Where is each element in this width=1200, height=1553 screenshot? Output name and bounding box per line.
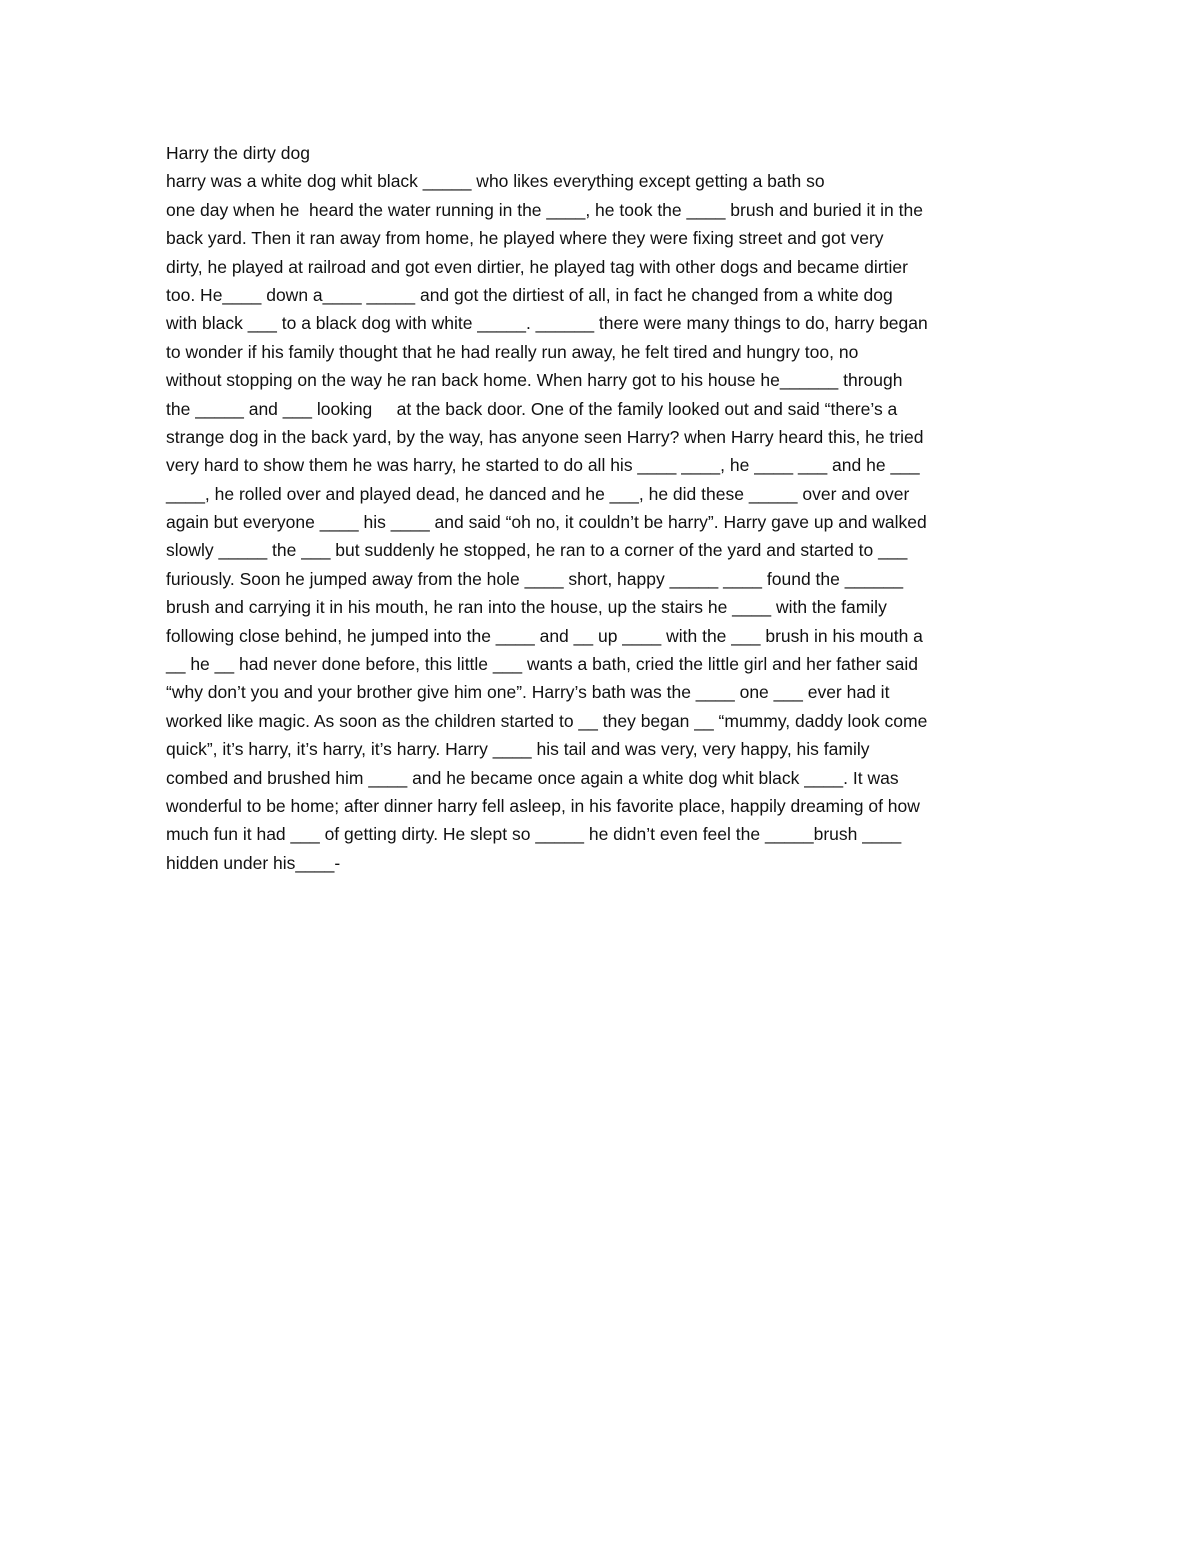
text-line: ____, he rolled over and played dead, he danced and he ___, he did these _____ over and over	[166, 483, 910, 504]
text-line: dirty, he played at railroad and got even dirtier, he played tag with other dogs and became dirtier	[166, 256, 908, 277]
text-line: very hard to show them he was harry, he started to do all his ____ ____, he ____ ___ and he ___	[166, 455, 920, 476]
text-line: harry was a white dog whit black _____ who likes everything except getting a bath so	[166, 171, 825, 192]
text-line: combed and brushed him ____ and he became once again a white dog whit black ____. It was	[166, 767, 899, 788]
text-line: __ he __ had never done before, this little ___ wants a bath, cried the little girl and her father said	[166, 654, 919, 675]
document-title: Harry the dirty dog	[166, 143, 310, 163]
text-line: again but everyone ____ his ____ and said “oh no, it couldn’t be harry”. Harry gave up and walked	[166, 512, 927, 533]
text-line: back yard. Then it ran away from home, he played where they were fixing street and got very	[166, 228, 884, 249]
text-line: following close behind, he jumped into the ____ and __ up ____ with the ___ brush in his mouth a	[166, 625, 923, 646]
text-line: brush and carrying it in his mouth, he ran into the house, up the stairs he ____ with the family	[166, 597, 887, 618]
text-line: “why don’t you and your brother give him one”. Harry’s bath was the ____ one ___ ever had it	[166, 682, 890, 703]
text-line: furiously. Soon he jumped away from the hole ____ short, happy _____ ____ found the ______	[166, 568, 904, 589]
text-line: with black ___ to a black dog with white _____. ______ there were many things to do, harry began	[166, 313, 928, 334]
text-line: to wonder if his family thought that he had really run away, he felt tired and hungry too, no	[166, 341, 859, 362]
text-line: too. He____ down a____ _____ and got the dirtiest of all, in fact he changed from a white dog	[166, 284, 893, 305]
text-line: much fun it had ___ of getting dirty. He slept so _____ he didn’t even feel the _____brush ____	[166, 824, 902, 845]
text-line: hidden under his____-	[166, 852, 341, 873]
text-line: without stopping on the way he ran back home. When harry got to his house he______ through	[166, 370, 903, 391]
text-line: strange dog in the back yard, by the way, has anyone seen Harry? when Harry heard this, he tried	[166, 426, 924, 447]
text-line: quick”, it’s harry, it’s harry, it’s harry. Harry ____ his tail and was very, very happy, his family	[166, 739, 870, 760]
document-body	[166, 139, 1046, 877]
text-line: wonderful to be home; after dinner harry fell asleep, in his favorite place, happily dreaming of how	[166, 795, 920, 816]
text-line: the _____ and ___ looking at the back door. One of the family looked out and said “there’s a	[166, 398, 898, 419]
text-line: one day when he heard the water running in the ____, he took the ____ brush and buried it in the	[166, 199, 923, 220]
text-line: worked like magic. As soon as the children started to __ they began __ “mummy, daddy look come	[166, 710, 928, 731]
text-line: slowly _____ the ___ but suddenly he stopped, he ran to a corner of the yard and started to ___	[166, 540, 908, 561]
